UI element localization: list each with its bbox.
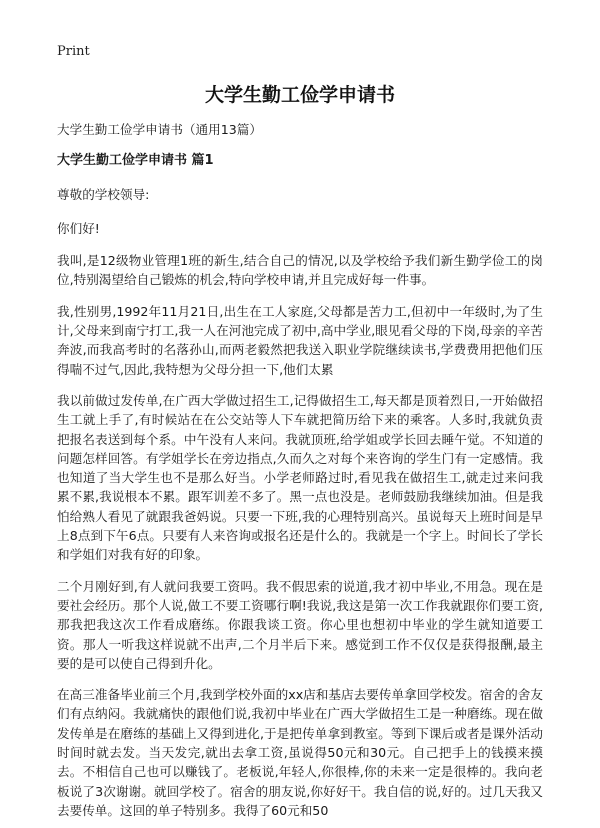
body-paragraph: 在高三准备毕业前三个月,我到学校外面的xx店和基店去要传单拿回学校发。宿舍的舍友们有点纳闷。我就痛快的跟他们说,我初中毕业在广西大学做招生工是一种磨练。现在做发传单是在磨练的基础上又得到进化,于是把传单拿到教室。等到下课后或者是课外活动时间时就去发。当天发完,就出去拿工资,虽说得50元和30元。自己把手上的钱摸来摸去。不相信自己也可以赚钱了。老板说,年轻人,你很棒,你的未来一定是很棒的。我向老板说了3次谢谢。就回学校了。宿舍的朋友说,你好好干。我自信的说,好的。过几天我又去要传单。这回的单子特别多。我得了60元和50 — [57, 687, 543, 818]
document-subtitle: 大学生勤工俭学申请书（通用13篇） — [57, 122, 262, 137]
body-paragraph: 二个月刚好到,有人就问我要工资吗。我不假思索的说道,我才初中毕业,不用急。现在是要社会经历。那个人说,做工不要工资哪行啊!我说,我这是第一次工作我就跟你们要工资,那我把我这次工作看成磨练。你跟我谈工资。你心里也想初中毕业的学生就知道要工资。那人一听我这样说就不出声,二个月半后下来。感觉到工作不仅仅是获得报酬,最主要的是可以使自己得到升化。 — [57, 578, 543, 671]
section-heading: 大学生勤工俭学申请书 篇1 — [57, 153, 214, 169]
document-body — [57, 120, 543, 828]
body-paragraph: 我叫,是12级物业管理1班的新生,结合自己的情况,以及学校给予我们新生勤学俭工的岗位,特别渴望给自己锻炼的机会,特向学校申请,并且完成好每一件事。 — [57, 253, 543, 288]
page-title: 大学生勤工俭学申请书 — [204, 84, 395, 106]
salutation: 尊敬的学校领导: — [57, 186, 150, 202]
body-paragraph: 我,性别男,1992年11月21日,出生在工人家庭,父母都是苦力工,但初中一年级时,为了生计,父母来到南宁打工,我一人在河池完成了初中,高中学业,眼见看父母的下岗,母亲的辛苦奔波,而我高考时的名落孙山,而两老毅然把我送入职业学院继续读书,学费费用把他们压得喘不过气,因此,我特想为父母分担一下,他们太累 — [57, 303, 543, 377]
print-link[interactable]: Print — [57, 44, 90, 59]
greeting: 你们好! — [57, 220, 100, 236]
body-paragraph: 我以前做过发传单,在广西大学做过招生工,记得做招生工,每天都是顶着烈日,一开始做招生工就上手了,有时候站在在公交站等人下车就把简历给下来的乘客。人多时,我就负责把报名表送到每个系。中午没有人来问。我就顶班,给学姐或学长回去睡午觉。不知道的问题怎样回答。有学姐学长在旁边指点,久而久之对每个来咨询的学生门有一定感情。我也知道了当大学生也不是那么好当。小学老师路过时,看见我在做招生工,就走过来问我累不累,我说根本不累。跟军训差不多了。黑一点也没是。老师鼓励我继续加油。但是我怕给熟人看见了就跟我爸妈说。只要一下班,我的心理特别高兴。虽说每天上班时间是早上8点到下午6点。只要有人来咨询或报名还是什么的。我就是一个字上。时间长了学长和学姐们对我有好的印象。 — [57, 392, 543, 563]
